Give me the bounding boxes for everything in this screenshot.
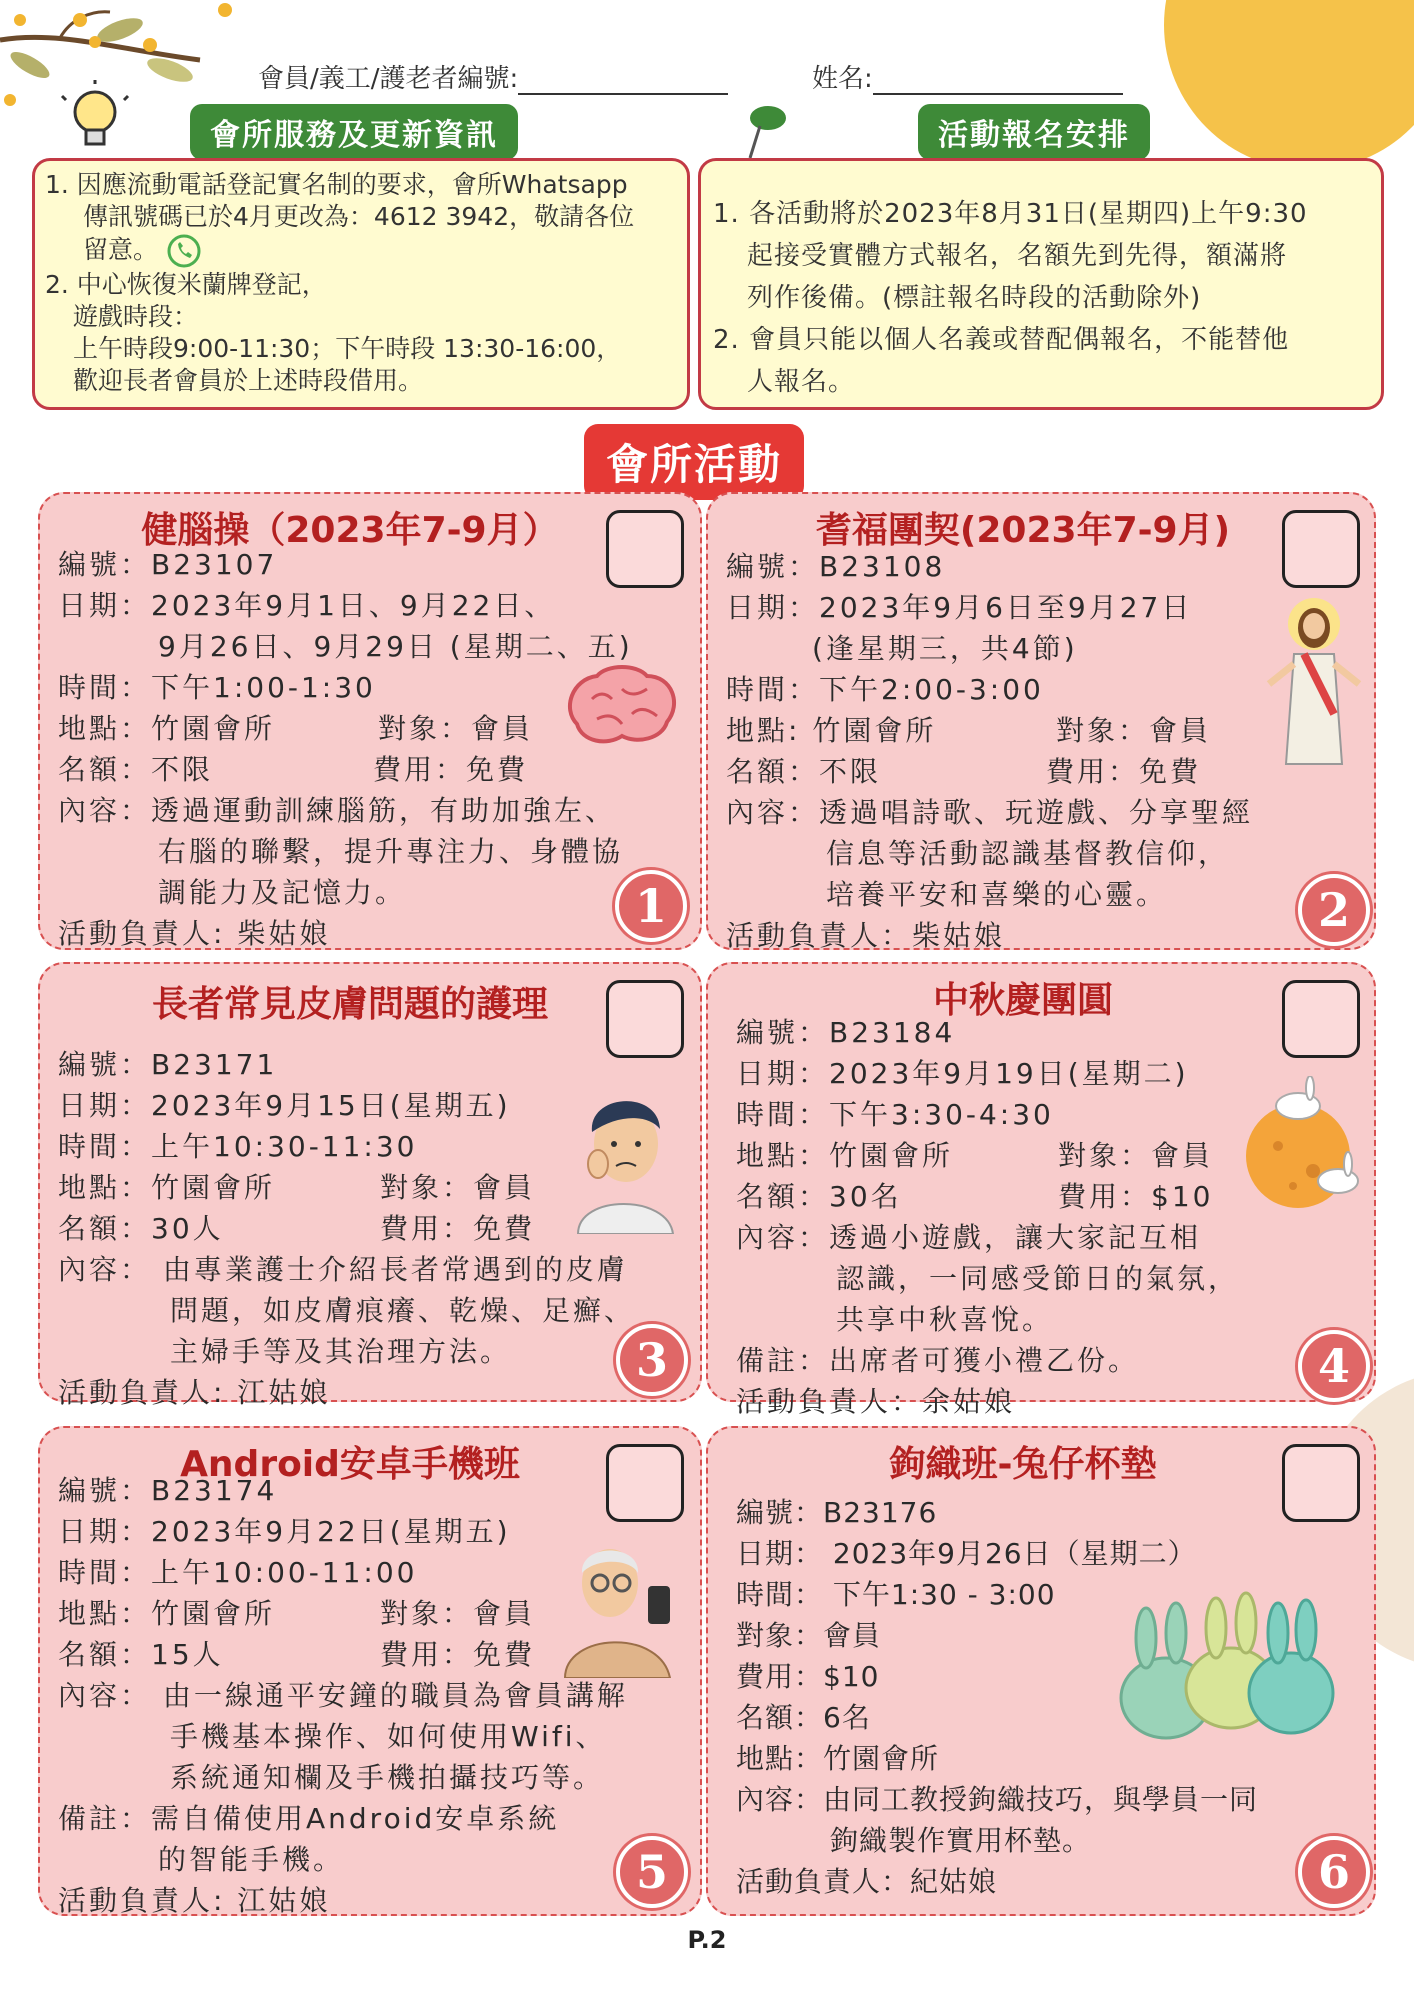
- activity-fee: 費用：$10: [1058, 1180, 1214, 1213]
- activity-leader: 活動負責人：柴姑娘: [726, 919, 1006, 952]
- activity-note: 備註：需自備使用Android安卓系統: [58, 1802, 560, 1835]
- activity-leader: 活動負責人：紀姑娘: [736, 1865, 998, 1898]
- activity-content: 內容：由同工教授鉤織技巧，與學員一同: [736, 1783, 1259, 1816]
- activity-fee: 費用：免費: [380, 1212, 536, 1245]
- activity-content: 內容：透過唱詩歌、玩遊戲、分享聖經: [726, 796, 1254, 829]
- signup-info-box: [698, 158, 1384, 410]
- activity-fee: 費用：$10: [736, 1660, 880, 1693]
- activity-date: 日期：2023年9月6日至9月27日: [726, 591, 1193, 624]
- service-line: 歡迎長者會員於上述時段借用。: [73, 366, 424, 395]
- activity-code: 編號：B23184: [736, 1016, 956, 1049]
- activity-number-badge: 6: [1298, 1836, 1370, 1908]
- activity-time: 時間：下午1:00-1:30: [58, 671, 376, 704]
- activity-content: 內容：透過小遊戲，讓大家記互相: [736, 1221, 1202, 1254]
- activity-content-cont: 主婦手等及其治理方法。: [170, 1335, 512, 1368]
- activity-card-6: [706, 1426, 1376, 1916]
- activity-content-cont: 培養平安和喜樂的心靈。: [826, 878, 1168, 911]
- activity-code: 編號：B23107: [58, 548, 278, 581]
- name-label: 姓名:: [812, 64, 873, 94]
- activity-content-cont: 調能力及記憶力。: [158, 876, 407, 909]
- signup-checkbox[interactable]: [1282, 980, 1360, 1058]
- service-line: 遊戲時段：: [73, 302, 199, 331]
- crochet-coaster-icon: [1106, 1578, 1356, 1768]
- activity-note-cont: 的智能手機。: [158, 1843, 345, 1876]
- activity-number-badge: 2: [1298, 874, 1370, 946]
- activity-content-cont: 共享中秋喜悅。: [836, 1303, 1054, 1336]
- activity-place: 地點：竹園會所: [736, 1139, 954, 1172]
- activity-card-3: [38, 962, 702, 1409]
- activity-content-cont: 信息等活動認識基督教信仰，: [826, 837, 1230, 870]
- activity-leader: 活動負責人: 江姑娘: [58, 1884, 331, 1917]
- name-field[interactable]: [812, 58, 1123, 95]
- service-section-title: 會所服務及更新資訊: [190, 104, 518, 160]
- activity-place: 地點：竹園會所: [736, 1742, 940, 1775]
- activity-quota: 名額：不限: [726, 755, 882, 788]
- moon-decoration: [1164, 0, 1414, 170]
- jesus-icon: [1264, 594, 1364, 774]
- activity-number-badge: 1: [615, 870, 687, 942]
- activity-target: 對象：會員: [736, 1619, 882, 1652]
- activity-code: 編號：B23176: [736, 1496, 938, 1529]
- activity-content-cont: 系統通知欄及手機拍攝技巧等。: [170, 1761, 605, 1794]
- activity-quota: 名額：15人: [58, 1638, 224, 1671]
- pushpin-icon: [740, 100, 790, 160]
- signup-line: 列作後備。(標註報名時段的活動除外): [747, 283, 1202, 313]
- activity-content: 內容：透過運動訓練腦筋，有助加強左、: [58, 794, 617, 827]
- activity-quota: 名額：不限: [58, 753, 214, 786]
- activity-date: 日期： 2023年9月26日（星期二）: [736, 1537, 1197, 1570]
- activity-content-cont: 鉤織製作實用杯墊。: [830, 1824, 1092, 1857]
- activity-time: 時間：上午10:30-11:30: [58, 1130, 418, 1163]
- activity-leader: 活動負責人: 江姑娘: [58, 1376, 331, 1409]
- activity-number-badge: 4: [1298, 1330, 1370, 1402]
- activity-date-cont: 9月26日、9月29日 (星期二、五): [158, 630, 633, 663]
- activity-place: 地點：竹園會所: [58, 712, 276, 745]
- activity-number-badge: 3: [616, 1324, 688, 1396]
- activity-date: 日期：2023年9月1日、9月22日、: [58, 589, 556, 622]
- activities-section-title: 會所活動: [584, 424, 804, 500]
- activity-content: 內容： 由一線通平安鐘的職員為會員講解: [58, 1679, 628, 1712]
- activity-content-cont: 認識，一同感受節日的氣氛，: [836, 1262, 1240, 1295]
- activity-number-badge: 5: [616, 1836, 688, 1908]
- signup-line: 起接受實體方式報名，名額先到先得，額滿將: [747, 241, 1288, 271]
- activity-time: 時間： 下午1:30 - 3:00: [736, 1578, 1056, 1611]
- elderly-phone-icon: [560, 1528, 680, 1678]
- brain-icon: [562, 664, 680, 754]
- service-line: 2. 中心恢復米蘭牌登記，: [45, 270, 327, 299]
- signup-line: 1. 各活動將於2023年8月31日(星期四)上午9:30: [713, 199, 1308, 229]
- service-line: 留意。: [45, 233, 677, 269]
- activity-leader: 活動負責人: 柴姑娘: [58, 917, 331, 950]
- member-id-label: 會員/義工/護老者編號:: [258, 64, 519, 94]
- service-info-box: [32, 158, 690, 410]
- activity-content-cont: 問題，如皮膚痕癢、乾燥、足癬、: [170, 1294, 636, 1327]
- activity-fee: 費用：免費: [1046, 755, 1202, 788]
- signup-checkbox[interactable]: [1282, 1444, 1360, 1522]
- page-number: P.2: [687, 1926, 727, 1954]
- activity-title: Android安卓手機班: [180, 1444, 520, 1485]
- activity-quota: 名額：6名: [736, 1701, 871, 1734]
- phone-icon: [166, 233, 202, 269]
- activity-target: 對象：會員: [380, 1171, 536, 1204]
- activity-target: 對象：會員: [380, 1597, 536, 1630]
- activity-date: 日期：2023年9月15日(星期五): [58, 1089, 511, 1122]
- activity-place: 地點: 竹園會所: [726, 714, 937, 747]
- signup-line: 人報名。: [747, 367, 856, 397]
- activity-card-2: [706, 492, 1376, 950]
- activity-quota: 名額：30人: [58, 1212, 224, 1245]
- activity-card-4: [706, 962, 1376, 1418]
- activity-title: 中秋慶團圓: [932, 980, 1113, 1021]
- moon-rabbit-icon: [1238, 1076, 1368, 1216]
- activity-card-5: [38, 1426, 702, 1916]
- activity-date-cont: (逢星期三，共4節): [812, 632, 1078, 665]
- activity-title: 鉤織班-兔仔杯墊: [889, 1444, 1157, 1485]
- activity-note: 備註：出席者可獲小禮乙份。: [736, 1344, 1140, 1377]
- activity-time: 時間：下午2:00-3:00: [726, 673, 1044, 706]
- activity-card-1: [38, 492, 702, 950]
- activity-content: 內容： 由專業護士介紹長者常遇到的皮膚: [58, 1253, 628, 1286]
- activity-content-cont: 手機基本操作、如何使用Wifi、: [170, 1720, 607, 1753]
- lightbulb-icon: [60, 80, 130, 160]
- activity-fee: 費用：免費: [373, 753, 529, 786]
- service-line: 1. 因應流動電話登記實名制的要求，會所Whatsapp: [45, 170, 628, 199]
- activity-title: 耆福團契(2023年7-9月): [815, 510, 1231, 551]
- activity-quota: 名額：30名: [736, 1180, 902, 1213]
- activity-target: 對象：會員: [1058, 1139, 1214, 1172]
- man-icon: [558, 1084, 688, 1234]
- activity-code: 編號：B23174: [58, 1474, 278, 1507]
- activity-time: 時間：上午10:00-11:00: [58, 1556, 418, 1589]
- activity-title: 長者常見皮膚問題的護理: [151, 984, 548, 1025]
- activity-target: 對象：會員: [378, 712, 534, 745]
- member-id-field[interactable]: [258, 58, 728, 95]
- activity-fee: 費用：免費: [380, 1638, 536, 1671]
- activity-time: 時間：下午3:30-4:30: [736, 1098, 1054, 1131]
- activity-place: 地點：竹園會所: [58, 1171, 276, 1204]
- activity-leader: 活動負責人：余姑娘: [736, 1385, 1016, 1418]
- activity-date: 日期：2023年9月19日(星期二): [736, 1057, 1189, 1090]
- activity-code: 編號：B23171: [58, 1048, 278, 1081]
- activity-target: 對象：會員: [1056, 714, 1212, 747]
- signup-line: 2. 會員只能以個人名義或替配偶報名，不能替他: [713, 325, 1290, 355]
- signup-section-title: 活動報名安排: [918, 104, 1150, 160]
- activity-title: 健腦操（2023年7-9月）: [141, 510, 559, 551]
- activity-place: 地點：竹園會所: [58, 1597, 276, 1630]
- signup-checkbox[interactable]: [1282, 510, 1360, 588]
- activity-date: 日期：2023年9月22日(星期五): [58, 1515, 511, 1548]
- activity-code: 編號：B23108: [726, 550, 946, 583]
- service-line: 上午時段9:00-11:30；下午時段 13:30-16:00，: [73, 334, 622, 363]
- activity-content-cont: 右腦的聯繫，提升專注力、身體協: [158, 835, 624, 868]
- service-line: 傳訊號碼已於4月更改為：4612 3942，敬請各位: [83, 202, 635, 231]
